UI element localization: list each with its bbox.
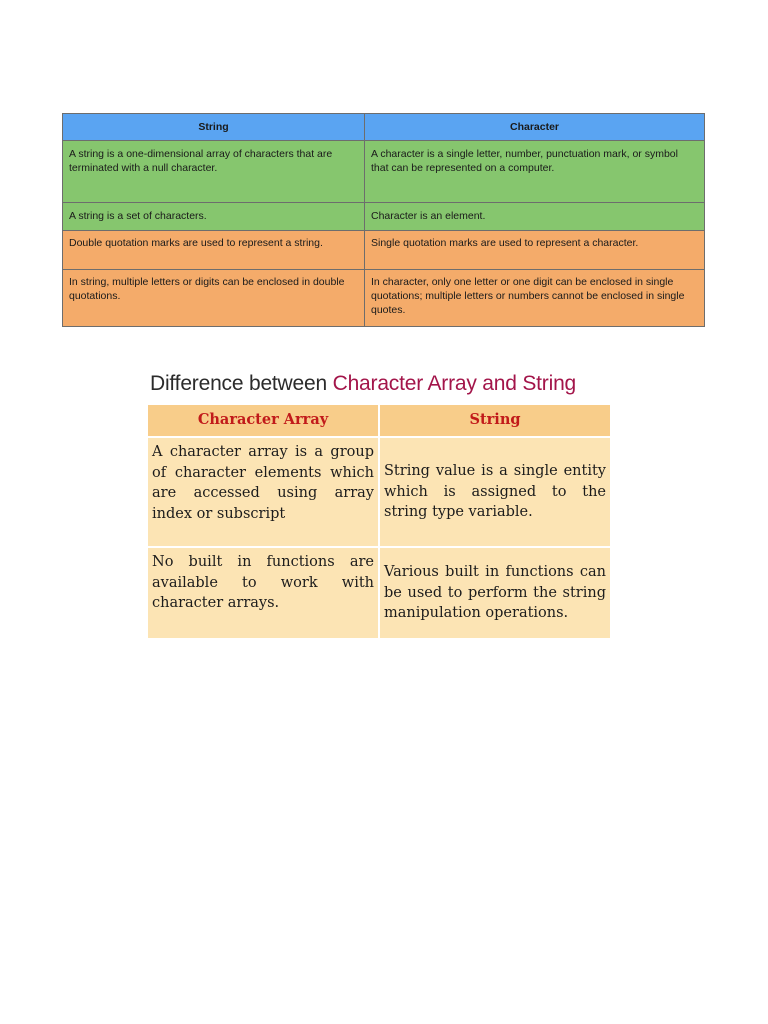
figure-title-accent: Character Array and String [332,372,577,395]
table-row [63,270,705,327]
table-row [63,203,705,231]
table-cell: Character is an element. [365,203,705,231]
table-cell: A string is a one-dimensional array of characters that are terminated with a null character. [63,141,365,203]
table-cell: No built in functions are available to work with character arrays. [148,547,379,638]
string-vs-character-table [62,113,705,327]
table-cell: A character array is a group of character elements which are accessed using array index or subscript [148,437,379,547]
table-row [63,141,705,203]
figure-title-prefix: Difference between [150,372,333,395]
table-row [63,231,705,270]
figure-title [150,372,576,396]
table-cell: In string, multiple letters or digits can be enclosed in double quotations. [63,270,365,327]
table-header-row [148,405,610,437]
column-header-string: String [63,114,365,141]
table-cell: String value is a single entity which is assigned to the string type variable. [379,437,610,547]
table-cell: A character is a single letter, number, punctuation mark, or symbol that can be represented on a computer. [365,141,705,203]
table-row [148,547,610,638]
table-cell: A string is a set of characters. [63,203,365,231]
column-header-character-array: Character Array [148,405,379,437]
table-header-row [63,114,705,141]
column-header-string: String [379,405,610,437]
table-cell: Single quotation marks are used to represent a character. [365,231,705,270]
char-array-vs-string-table [148,405,610,638]
column-header-character: Character [365,114,705,141]
table-row [148,437,610,547]
table-cell: Various built in functions can be used to perform the string manipulation operations. [384,564,606,622]
table-cell: In character, only one letter or one digit can be enclosed in single quotations; multiple letters or numbers cannot be enclosed in single quotes. [365,270,705,327]
table-cell: Double quotation marks are used to represent a string. [63,231,365,270]
